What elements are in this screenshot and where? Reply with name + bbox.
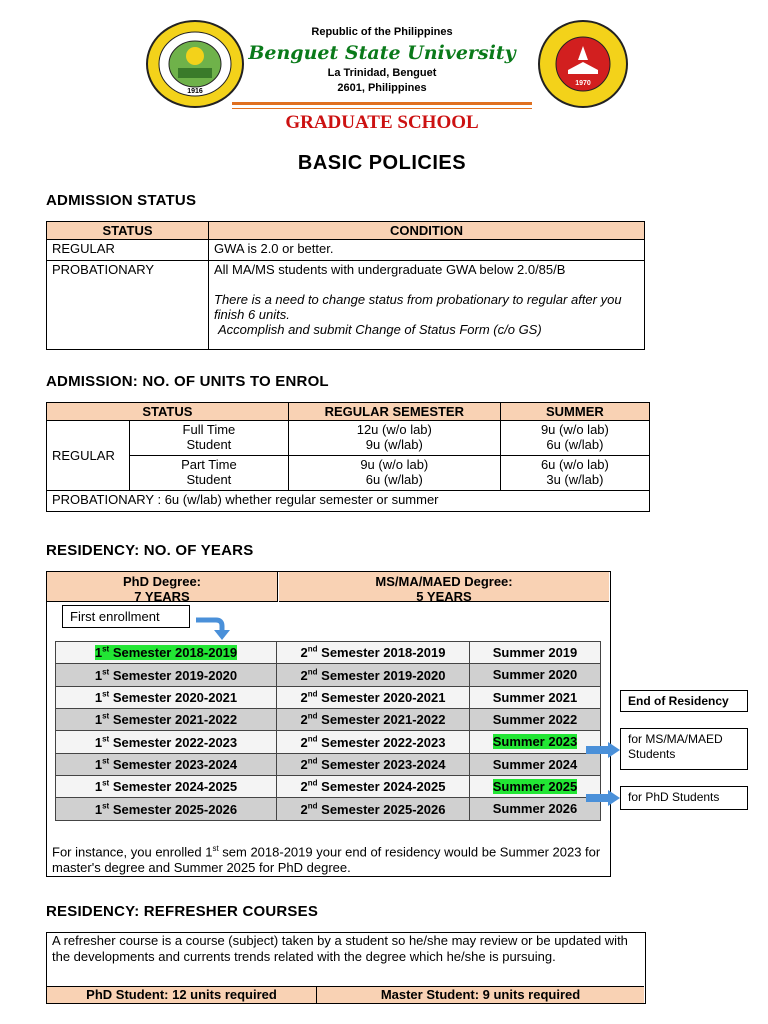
regular-label: REGULAR	[47, 421, 130, 491]
semester-label: Summer 2021	[492, 689, 578, 705]
first-semester-cell	[56, 753, 277, 775]
semester-label: Semester 2018-2019	[321, 645, 446, 661]
semester-label: Semester 2021-2022	[112, 712, 238, 728]
university-name: Benguet State University	[248, 42, 516, 64]
summer-cell	[470, 664, 601, 686]
phd-degree-label: PhD Degree:	[122, 574, 202, 589]
second-semester-cell	[277, 642, 470, 664]
ordinal-suffix: st	[102, 667, 110, 677]
first-semester-cell	[56, 708, 277, 730]
ordinal: 1	[94, 689, 103, 705]
status-probationary: PROBATIONARY	[47, 261, 209, 350]
summer-cell	[470, 731, 601, 753]
summer-cell-text	[493, 690, 578, 705]
semester-label: Semester 2025-2026	[321, 801, 446, 817]
refresher-text: A refresher course is a course (subject) taken by a student so he/she may review or be updated with the developments and currents trends related with the degree which he/she is pursuing.	[52, 933, 628, 964]
semester-table	[55, 641, 601, 821]
ordinal: 2	[300, 779, 308, 795]
first-semester-cell	[56, 686, 277, 708]
summer-cell	[470, 708, 601, 730]
units-col-summer: SUMMER	[500, 403, 649, 421]
probationary-condition: All MA/MS students with undergraduate GWA below 2.0/85/B	[214, 262, 566, 277]
semester-label: Semester 2019-2020	[321, 667, 446, 683]
left-seal	[146, 20, 244, 108]
first-semester-cell	[56, 731, 277, 753]
ordinal-suffix: st	[102, 645, 110, 654]
semester-label: Summer 2024	[492, 756, 578, 772]
first-semester-cell-text	[95, 802, 237, 817]
ordinal-suffix: st	[102, 711, 110, 721]
first-semester-cell-text	[95, 690, 237, 705]
semester-label: Summer 2025	[492, 778, 578, 794]
semester-label: Semester 2019-2020	[112, 667, 238, 683]
semester-label: Semester 2022-2023	[112, 734, 238, 750]
second-semester-cell	[277, 664, 470, 686]
ordinal-suffix: nd	[307, 689, 318, 699]
first-semester-cell-text	[95, 712, 237, 727]
ordinal-suffix: nd	[307, 667, 318, 677]
units-col-regular: REGULAR SEMESTER	[288, 403, 500, 421]
for-ms-box: for MS/MA/MAED Students	[620, 728, 748, 770]
semester-label: Semester 2020-2021	[321, 689, 446, 705]
master-units-required: Master Student: 9 units required	[317, 986, 644, 1003]
ordinal-suffix: st	[102, 734, 110, 744]
refresher-heading: RESIDENCY: REFRESHER COURSES	[46, 903, 319, 920]
first-semester-cell	[56, 664, 277, 686]
ft-regular-nolab: 12u (w/o lab)	[356, 422, 432, 437]
condition-probationary	[209, 261, 645, 350]
ordinal: 2	[300, 689, 308, 705]
summer-cell-text	[493, 757, 578, 772]
part-time-line-1: Part Time	[181, 457, 237, 472]
semester-label: Semester 2018-2019	[112, 645, 238, 661]
ordinal: 2	[300, 667, 308, 683]
semester-row	[56, 642, 601, 664]
pt-regular-lab: 6u (w/lab)	[365, 472, 423, 487]
semester-label: Semester 2024-2025	[112, 779, 238, 795]
second-semester-cell-text	[301, 757, 446, 772]
semester-label: Summer 2023	[492, 734, 578, 750]
summer-cell	[470, 798, 601, 820]
semester-label: Summer 2026	[492, 801, 578, 817]
units-col-status: STATUS	[47, 403, 289, 421]
semester-label: Summer 2019	[492, 645, 578, 660]
ordinal: 1	[94, 734, 103, 750]
pt-regular-nolab: 9u (w/o lab)	[360, 457, 429, 472]
pt-regular-units	[288, 456, 500, 491]
semester-label: Semester 2023-2024	[112, 756, 238, 772]
first-semester-cell-text	[95, 645, 237, 660]
units-table	[46, 402, 650, 512]
ordinal-suffix: st	[102, 801, 110, 811]
first-semester-cell-text	[95, 757, 237, 772]
ordinal: 1	[94, 645, 103, 661]
summer-cell	[470, 775, 601, 797]
ms-degree-label: MS/MA/MAED Degree:	[375, 574, 513, 589]
ms-header	[279, 572, 609, 602]
first-semester-cell-text	[95, 779, 237, 794]
ordinal: 1	[94, 756, 103, 772]
first-semester-cell	[56, 642, 277, 664]
condition-regular: GWA is 2.0 or better.	[209, 240, 645, 261]
semester-row	[56, 708, 601, 730]
pt-summer-nolab: 6u (w/o lab)	[540, 457, 609, 472]
header-divider-thin	[232, 108, 532, 109]
semester-row	[56, 798, 601, 820]
ft-regular-lab: 9u (w/lab)	[365, 437, 423, 452]
ordinal: 2	[300, 712, 308, 728]
admission-status-heading: ADMISSION STATUS	[46, 192, 197, 209]
example-part-b: sem 2018-2019 your end of residency would be Summer 2023 for master's degree and Summer 2025 for PhD degree.	[52, 844, 601, 876]
summer-cell-text	[493, 734, 578, 749]
ordinal-suffix: nd	[307, 801, 318, 811]
semester-row	[56, 686, 601, 708]
full-time-label	[130, 421, 289, 456]
end-of-residency-box: End of Residency	[620, 690, 748, 712]
second-semester-cell	[277, 731, 470, 753]
left-seal-year: 1916	[187, 88, 203, 95]
graduate-school-seal-icon	[540, 22, 626, 106]
phd-years: 7 YEARS	[134, 589, 190, 604]
first-semester-cell-text	[95, 735, 237, 750]
republic-text: Republic of the Philippines	[311, 26, 453, 38]
status-regular: REGULAR	[47, 240, 209, 261]
second-semester-cell-text	[301, 712, 446, 727]
summer-cell	[470, 642, 601, 664]
right-seal-year: 1970	[575, 80, 591, 87]
semester-label: Semester 2022-2023	[321, 734, 446, 750]
second-semester-cell-text	[301, 645, 446, 660]
full-time-line-2: Student	[186, 437, 232, 452]
header-divider	[232, 102, 532, 105]
summer-cell-text	[493, 712, 578, 727]
second-semester-cell-text	[301, 668, 446, 683]
ordinal-suffix: st	[102, 689, 110, 699]
ordinal-suffix: nd	[307, 734, 318, 744]
summer-cell	[470, 753, 601, 775]
ordinal: 1	[94, 801, 103, 817]
address-line-2: 2601, Philippines	[337, 82, 427, 94]
ft-regular-units	[288, 421, 500, 456]
full-time-line-1: Full Time	[182, 422, 236, 437]
ordinal: 2	[300, 734, 308, 750]
phd-header	[47, 572, 278, 602]
ms-years: 5 YEARS	[416, 589, 472, 604]
right-seal	[538, 20, 628, 108]
example-sup: st	[212, 844, 219, 853]
pt-summer-units	[500, 456, 649, 491]
col-status: STATUS	[47, 222, 209, 240]
summer-cell-text	[493, 801, 578, 816]
ordinal: 2	[300, 801, 308, 817]
semester-label: Semester 2024-2025	[321, 779, 446, 795]
semester-label: Semester 2020-2021	[112, 689, 238, 705]
ordinal-suffix: nd	[307, 711, 318, 721]
part-time-label	[130, 456, 289, 491]
probationary-units: PROBATIONARY : 6u (w/lab) whether regular semester or summer	[47, 491, 650, 512]
semester-row	[56, 664, 601, 686]
second-semester-cell	[277, 798, 470, 820]
ft-summer-units	[500, 421, 649, 456]
ordinal: 1	[94, 712, 103, 728]
second-semester-cell	[277, 753, 470, 775]
part-time-line-2: Student	[186, 472, 232, 487]
ordinal-suffix: st	[102, 756, 110, 766]
semester-row	[56, 775, 601, 797]
graduate-school-title: GRADUATE SCHOOL	[285, 112, 479, 133]
summer-cell-text	[493, 667, 578, 682]
page-title: BASIC POLICIES	[297, 152, 467, 174]
ordinal: 2	[300, 756, 308, 772]
change-status-note: Accomplish and submit Change of Status Form (c/o GS)	[218, 322, 542, 337]
summer-cell-text	[493, 779, 578, 794]
summer-cell	[470, 686, 601, 708]
semester-label: Summer 2022	[492, 711, 578, 727]
example-part-a: For instance, you enrolled 1	[52, 844, 213, 860]
col-condition: CONDITION	[209, 222, 645, 240]
residency-heading: RESIDENCY: NO. OF YEARS	[46, 542, 254, 559]
ft-summer-lab: 6u (w/lab)	[546, 437, 604, 452]
ordinal-suffix: nd	[307, 756, 318, 766]
ms-arrow-icon	[586, 742, 620, 758]
pt-summer-lab: 3u (w/lab)	[546, 472, 604, 487]
second-semester-cell-text	[301, 690, 446, 705]
second-semester-cell	[277, 708, 470, 730]
residency-example	[52, 841, 607, 876]
ordinal-suffix: nd	[307, 645, 318, 654]
semester-row	[56, 731, 601, 753]
ordinal: 2	[300, 645, 308, 661]
ordinal: 1	[94, 667, 103, 683]
semester-label: Semester 2025-2026	[112, 801, 238, 817]
semester-label: Summer 2020	[492, 667, 578, 683]
admission-status-table	[46, 221, 645, 350]
ordinal-suffix: nd	[307, 778, 318, 788]
summer-cell-text	[493, 645, 578, 660]
second-semester-cell-text	[301, 779, 446, 794]
first-enrollment-box: First enrollment	[62, 605, 190, 628]
ordinal: 1	[94, 779, 103, 795]
first-enrollment-arrow-icon	[194, 614, 234, 644]
second-semester-cell-text	[301, 735, 446, 750]
semester-row	[56, 753, 601, 775]
phd-units-required: PhD Student: 12 units required	[47, 986, 317, 1003]
units-heading: ADMISSION: NO. OF UNITS TO ENROL	[46, 373, 329, 390]
semester-label: Semester 2023-2024	[321, 756, 446, 772]
first-semester-cell	[56, 775, 277, 797]
phd-arrow-icon	[586, 790, 620, 806]
ordinal-suffix: st	[102, 778, 110, 788]
probationary-note: There is a need to change status from probationary to regular after you finish 6 units.	[214, 292, 622, 322]
address-line-1: La Trinidad, Benguet	[327, 67, 437, 79]
for-phd-box: for PhD Students	[620, 786, 748, 810]
ft-summer-nolab: 9u (w/o lab)	[540, 422, 609, 437]
second-semester-cell	[277, 775, 470, 797]
first-semester-cell-text	[95, 668, 237, 683]
second-semester-cell-text	[301, 802, 446, 817]
second-semester-cell	[277, 686, 470, 708]
first-semester-cell	[56, 798, 277, 820]
semester-label: Semester 2021-2022	[321, 712, 446, 728]
